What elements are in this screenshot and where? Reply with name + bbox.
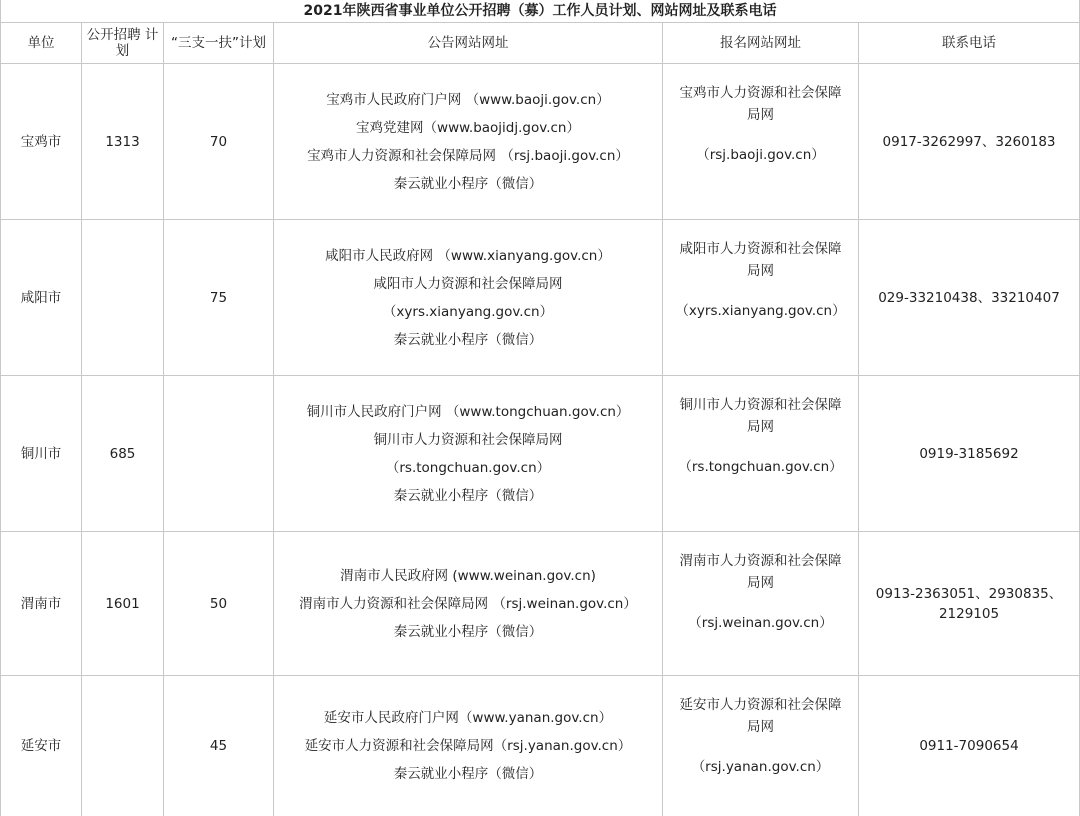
cell-phone: 0919-3185692: [859, 376, 1080, 532]
notice-line: 秦云就业小程序（微信）: [276, 170, 660, 198]
table-row: [1, 376, 1080, 532]
cell-unit: 宝鸡市: [1, 64, 82, 220]
reg-line: 局网: [665, 716, 856, 738]
cell-unit: 铜川市: [1, 376, 82, 532]
reg-line: 铜川市人力资源和社会保障: [665, 394, 856, 416]
cell-sanzhi: 45: [164, 676, 274, 816]
cell-plan: 685: [82, 376, 164, 532]
cell-phone: 029-33210438、33210407: [859, 220, 1080, 376]
cell-plan: 1601: [82, 532, 164, 676]
notice-line: 延安市人力资源和社会保障局网（rsj.yanan.gov.cn）: [276, 732, 660, 760]
cell-reg: [663, 376, 859, 532]
notice-line: （xyrs.xianyang.gov.cn）: [276, 298, 660, 326]
cell-plan: 1313: [82, 64, 164, 220]
notice-line: （rs.tongchuan.gov.cn）: [276, 454, 660, 482]
notice-line: 渭南市人力资源和社会保障局网 （rsj.weinan.gov.cn）: [276, 590, 660, 618]
cell-sanzhi: 70: [164, 64, 274, 220]
cell-unit: 渭南市: [1, 532, 82, 676]
cell-notice: [274, 376, 663, 532]
notice-line: 咸阳市人力资源和社会保障局网: [276, 270, 660, 298]
header-unit: 单位: [1, 23, 82, 64]
reg-line: 局网: [665, 104, 856, 126]
reg-line: （rs.tongchuan.gov.cn）: [665, 448, 856, 486]
notice-line: 渭南市人民政府网 (www.weinan.gov.cn): [276, 562, 660, 590]
notice-line: 宝鸡市人民政府门户网 （www.baoji.gov.cn）: [276, 86, 660, 114]
cell-notice: [274, 64, 663, 220]
reg-line: （rsj.yanan.gov.cn）: [665, 748, 856, 786]
cell-reg: [663, 676, 859, 816]
title-row: [1, 0, 1080, 23]
header-reg-site: 报名网站网址: [663, 23, 859, 64]
reg-line: 渭南市人力资源和社会保障: [665, 550, 856, 572]
notice-line: 秦云就业小程序（微信）: [276, 760, 660, 788]
table-row: [1, 220, 1080, 376]
cell-sanzhi: 75: [164, 220, 274, 376]
cell-unit: 延安市: [1, 676, 82, 816]
cell-reg: [663, 220, 859, 376]
header-sanzhi: “三支一扶”计划: [164, 23, 274, 64]
notice-line: 秦云就业小程序（微信）: [276, 618, 660, 646]
notice-line: 宝鸡市人力资源和社会保障局网 （rsj.baoji.gov.cn）: [276, 142, 660, 170]
notice-line: 宝鸡党建网（www.baojidj.gov.cn）: [276, 114, 660, 142]
table-row: [1, 676, 1080, 816]
reg-line: 局网: [665, 416, 856, 438]
table-row: [1, 532, 1080, 676]
cell-sanzhi: 50: [164, 532, 274, 676]
reg-line: （rsj.baoji.gov.cn）: [665, 136, 856, 174]
reg-line: （xyrs.xianyang.gov.cn）: [665, 292, 856, 330]
cell-notice: [274, 676, 663, 816]
cell-plan: [82, 220, 164, 376]
table-title: 2021年陕西省事业单位公开招聘（募）工作人员计划、网站网址及联系电话: [1, 0, 1080, 23]
notice-line: 咸阳市人民政府网 （www.xianyang.gov.cn）: [276, 242, 660, 270]
cell-reg: [663, 64, 859, 220]
cell-phone: 0913-2363051、2930835、2129105: [859, 532, 1080, 676]
notice-line: 秦云就业小程序（微信）: [276, 326, 660, 354]
cell-plan: [82, 676, 164, 816]
cell-sanzhi: [164, 376, 274, 532]
table-row: [1, 64, 1080, 220]
cell-reg: [663, 532, 859, 676]
cell-notice: [274, 532, 663, 676]
reg-line: 延安市人力资源和社会保障: [665, 694, 856, 716]
cell-unit: 咸阳市: [1, 220, 82, 376]
reg-line: （rsj.weinan.gov.cn）: [665, 604, 856, 642]
cell-phone: 0911-7090654: [859, 676, 1080, 816]
notice-line: 秦云就业小程序（微信）: [276, 482, 660, 510]
reg-line: 局网: [665, 260, 856, 282]
reg-line: 咸阳市人力资源和社会保障: [665, 238, 856, 260]
header-plan: 公开招聘 计划: [82, 23, 164, 64]
header-phone: 联系电话: [859, 23, 1080, 64]
notice-line: 延安市人民政府门户网（www.yanan.gov.cn）: [276, 704, 660, 732]
header-row: [1, 23, 1080, 64]
header-notice-site: 公告网站网址: [274, 23, 663, 64]
cell-notice: [274, 220, 663, 376]
reg-line: 局网: [665, 572, 856, 594]
notice-line: 铜川市人民政府门户网 （www.tongchuan.gov.cn）: [276, 398, 660, 426]
cell-phone: 0917-3262997、3260183: [859, 64, 1080, 220]
notice-line: 铜川市人力资源和社会保障局网: [276, 426, 660, 454]
reg-line: 宝鸡市人力资源和社会保障: [665, 82, 856, 104]
